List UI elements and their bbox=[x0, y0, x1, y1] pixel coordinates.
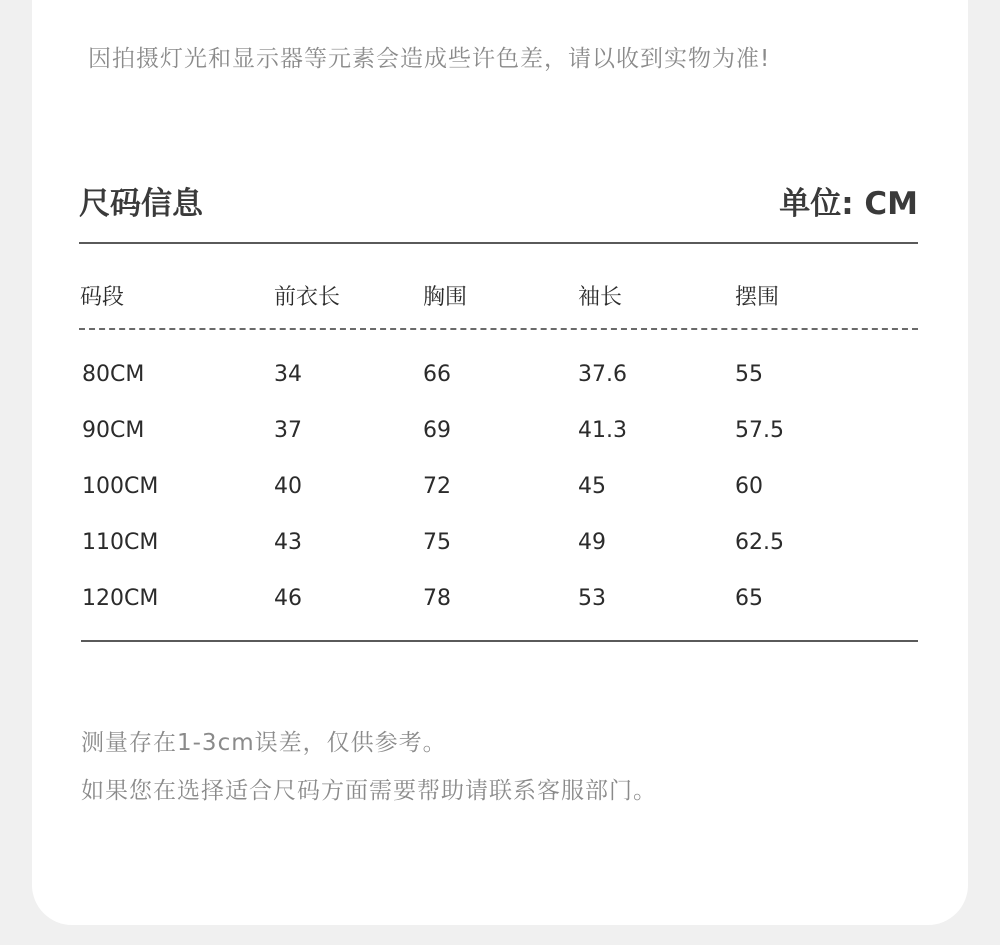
cell-chest: 69 bbox=[423, 418, 451, 443]
cell-sleeve-length: 49 bbox=[578, 530, 606, 555]
cell-hem: 62.5 bbox=[735, 530, 784, 555]
table-bottom-rule bbox=[81, 640, 918, 642]
cell-sleeve-length: 53 bbox=[578, 586, 606, 611]
cell-chest: 72 bbox=[423, 474, 451, 499]
cell-chest: 66 bbox=[423, 362, 451, 387]
cell-size: 80CM bbox=[82, 362, 145, 387]
cell-front-length: 37 bbox=[274, 418, 302, 443]
cell-size: 90CM bbox=[82, 418, 145, 443]
cell-sleeve-length: 45 bbox=[578, 474, 606, 499]
header-dashed-divider bbox=[79, 328, 918, 330]
cell-hem: 55 bbox=[735, 362, 763, 387]
table-top-rule bbox=[79, 242, 918, 244]
cell-hem: 57.5 bbox=[735, 418, 784, 443]
cell-size: 120CM bbox=[82, 586, 159, 611]
cell-hem: 60 bbox=[735, 474, 763, 499]
header-front-length: 前衣长 bbox=[274, 285, 341, 310]
cell-chest: 75 bbox=[423, 530, 451, 555]
measurement-tolerance-note: 测量存在1-3cm误差，仅供参考。 bbox=[81, 730, 447, 756]
header-size-range: 码段 bbox=[80, 285, 125, 310]
cell-sleeve-length: 41.3 bbox=[578, 418, 627, 443]
header-hem: 摆围 bbox=[735, 285, 780, 310]
cell-sleeve-length: 37.6 bbox=[578, 362, 627, 387]
cell-hem: 65 bbox=[735, 586, 763, 611]
unit-label: 单位: CM bbox=[779, 186, 918, 222]
cell-size: 100CM bbox=[82, 474, 159, 499]
header-chest: 胸围 bbox=[423, 285, 468, 310]
cell-size: 110CM bbox=[82, 530, 159, 555]
cell-front-length: 34 bbox=[274, 362, 302, 387]
customer-service-note: 如果您在选择适合尺码方面需要帮助请联系客服部门。 bbox=[81, 778, 657, 804]
cell-chest: 78 bbox=[423, 586, 451, 611]
cell-front-length: 40 bbox=[274, 474, 302, 499]
cell-front-length: 46 bbox=[274, 586, 302, 611]
size-info-title: 尺码信息 bbox=[79, 186, 203, 222]
header-sleeve-length: 袖长 bbox=[578, 285, 623, 310]
cell-front-length: 43 bbox=[274, 530, 302, 555]
color-difference-notice: 因拍摄灯光和显示器等元素会造成些许色差，请以收到实物为准! bbox=[88, 46, 771, 72]
